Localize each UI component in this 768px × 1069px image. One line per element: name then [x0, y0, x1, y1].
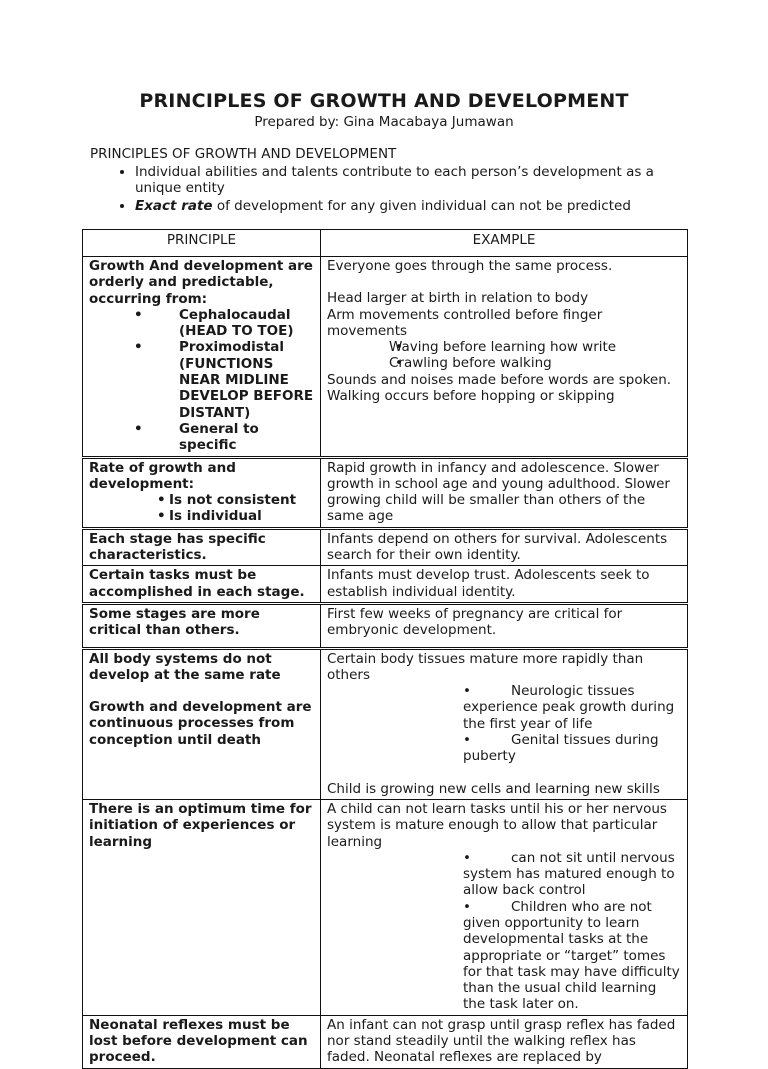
principle-list	[89, 307, 315, 454]
principle-text: All body systems do not develop at the same rate	[89, 650, 281, 683]
intro-bullet	[135, 198, 690, 214]
table-row	[83, 257, 688, 458]
principle-cell: Some stages are more critical than others.	[83, 603, 321, 648]
list-item: • General to specific	[89, 421, 315, 454]
list-item: • Proximodistal (FUNCTIONS NEAR MIDLINE DEVELOP BEFORE DISTANT)	[89, 339, 315, 420]
principle-text: Growth And development are orderly and predictable, occurring from:	[89, 258, 313, 307]
table-row	[83, 1015, 688, 1068]
example-cell: Rapid growth in infancy and adolescence. Slower growth in school age and young adulthood. Slower growing child will be smaller than others of the same age	[321, 457, 688, 528]
example-cell: An infant can not grasp until grasp reflex has faded nor stand steadily until the walking reflex has faded. Neonatal reflexes are replaced by	[321, 1015, 688, 1068]
list-item: • Crawling before walking	[327, 355, 682, 371]
example-cell: First few weeks of pregnancy are critical for embryonic development.	[321, 603, 688, 648]
column-header-example: EXAMPLE	[321, 230, 688, 257]
list-item: • Neurologic tissues experience peak growth during the first year of life	[463, 683, 675, 732]
list-item: • Is not consistent	[89, 492, 315, 508]
emphasis-text: Exact rate	[135, 198, 213, 214]
example-text: Walking occurs before hopping or skipping	[327, 388, 615, 405]
table-row	[83, 648, 688, 799]
document-title: PRINCIPLES OF GROWTH AND DEVELOPMENT	[139, 90, 629, 112]
table-row	[83, 528, 688, 566]
table-row	[83, 457, 688, 528]
table-header-row	[83, 230, 688, 257]
intro-list	[90, 164, 690, 214]
list-item-text: Children who are not given opportunity to learn developmental tasks at the appropriate or “target” tomes for that task may have difficulty than the usual child learning the task later on.	[463, 898, 680, 1013]
example-text: Sounds and noises made before words are spoken.	[327, 371, 672, 388]
principles-table	[82, 229, 688, 1069]
example-cell	[321, 257, 688, 458]
intro-bullet: • Individual abilities and talents contribute to each person’s development as a unique entity	[135, 164, 690, 196]
principle-cell: Certain tasks must be accomplished in each stage.	[83, 566, 321, 604]
table-row	[83, 799, 688, 1015]
example-cell: Infants depend on others for survival. Adolescents search for their own identity.	[321, 528, 688, 566]
intro-bullet-text: of development for any given individual can not be predicted	[212, 198, 631, 214]
example-cell	[321, 648, 688, 799]
list-item-text: can not sit until nervous system has matured enough to allow back control	[463, 849, 675, 899]
principle-cell: Neonatal reflexes must be lost before development can proceed.	[83, 1015, 321, 1068]
example-cell	[321, 799, 688, 1015]
list-item: • Children who are not given opportunity to learn developmental tasks at the appropriate or “target” tomes for that task may have difficulty than the usual child learning the task later on.	[463, 898, 680, 1013]
principle-text: Rate of growth and development:	[89, 459, 236, 492]
principle-cell	[83, 457, 321, 528]
example-text: Arm movements controlled before finger movements	[327, 306, 603, 339]
list-item-text: Genital tissues during puberty	[463, 732, 659, 765]
list-item-text: Neurologic tissues experience peak growth during the first year of life	[463, 683, 675, 732]
example-text: Head larger at birth in relation to body	[327, 290, 589, 307]
principle-cell: There is an optimum time for initiation of experiences or learning	[83, 799, 321, 1015]
table-row	[83, 566, 688, 604]
principle-cell	[83, 257, 321, 458]
example-text: A child can not learn tasks until his or her nervous system is mature enough to allow that particular learning	[327, 800, 667, 850]
example-text: Certain body tissues mature more rapidly than others	[327, 650, 644, 683]
list-item: • Genital tissues during puberty	[463, 732, 659, 765]
principle-cell	[83, 648, 321, 799]
list-item: • Is individual	[89, 508, 315, 524]
list-item: • Waving before learning how write	[327, 339, 682, 355]
list-item: • can not sit until nervous system has matured enough to allow back control	[463, 849, 675, 899]
example-text: Everyone goes through the same process.	[327, 258, 613, 274]
column-header-principle: PRINCIPLE	[83, 230, 321, 257]
principle-cell: Each stage has specific characteristics.	[83, 528, 321, 566]
list-item: • Cephalocaudal (HEAD TO TOE)	[89, 307, 315, 340]
intro-heading: PRINCIPLES OF GROWTH AND DEVELOPMENT	[90, 146, 397, 162]
example-cell: Infants must develop trust. Adolescents seek to establish individual identity.	[321, 566, 688, 604]
example-list	[327, 339, 682, 372]
document-subtitle: Prepared by: Gina Macabaya Jumawan	[254, 114, 514, 130]
intro-section	[90, 146, 690, 216]
principle-list	[89, 492, 315, 525]
principle-text: Growth and development are continuous processes from conception until death	[89, 699, 312, 748]
table-row	[83, 603, 688, 648]
example-text: Child is growing new cells and learning new skills	[327, 780, 660, 797]
